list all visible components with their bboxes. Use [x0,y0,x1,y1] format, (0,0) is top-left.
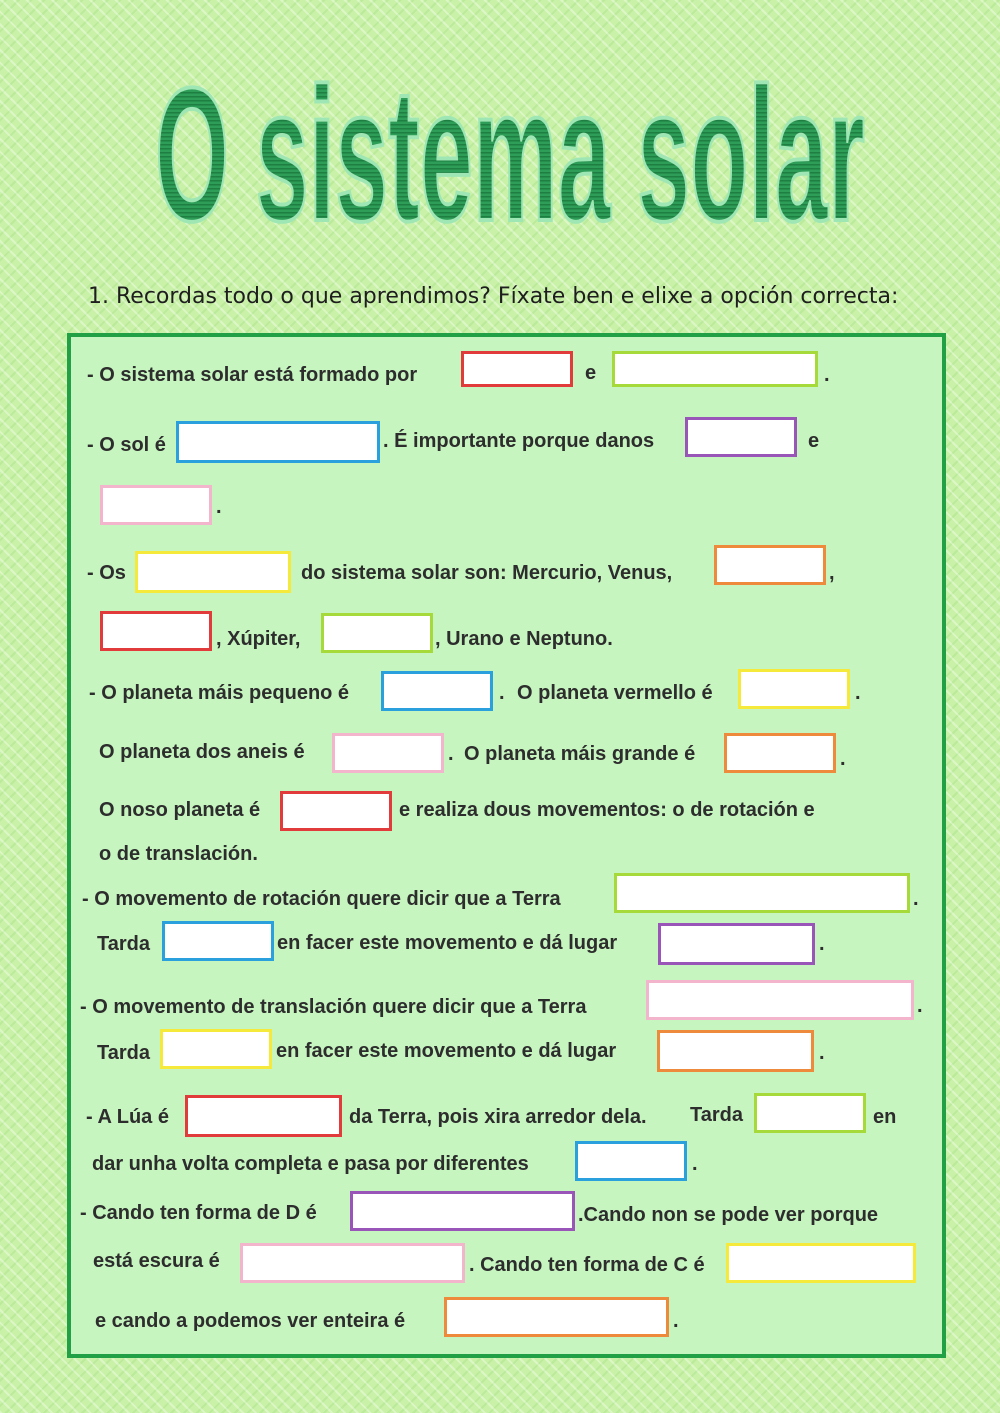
sentence-moon: - A Lúa é [86,1106,169,1128]
answer-box-4[interactable] [685,417,797,457]
sentence-d-shape: - Cando ten forma de D é [80,1202,317,1224]
answer-box-26[interactable] [726,1243,916,1283]
text-tarda: Tarda [690,1104,743,1126]
text-dark-moon: .Cando non se pode ver porque [578,1204,879,1226]
text-movements: e realiza dous movementos: o de rotación e [399,799,815,821]
answer-box-11[interactable] [738,669,850,709]
sentence-translation: - O movemento de translación quere dicir que a Terra [80,996,587,1018]
answer-box-19[interactable] [160,1029,272,1069]
text-period: . [448,743,454,765]
answer-box-13[interactable] [724,733,836,773]
text-uranus-neptune: , Urano e Neptuno. [435,628,613,650]
text-period: . [917,995,923,1017]
sentence-sun: - O sol é [87,434,166,456]
sentence-planets: - Os [87,562,126,584]
text-and: e [808,430,820,452]
text-jupiter: , Xúpiter, [216,628,301,650]
answer-box-5[interactable] [100,485,212,525]
answer-box-10[interactable] [381,671,493,711]
answer-box-15[interactable] [614,873,910,913]
page-title [140,40,880,250]
text-period: . [840,748,846,770]
text-c-shape: . Cando ten forma de C é [469,1254,705,1276]
text-red-planet: O planeta vermello é [517,682,713,704]
text-period: . [499,682,505,704]
answer-box-9[interactable] [321,613,433,653]
text-full-moon: e cando a podemos ver enteira é [95,1310,406,1332]
text-period: . [692,1153,698,1175]
answer-box-14[interactable] [280,791,392,831]
text-rotation-result: en facer este movemento e dá lugar [277,932,618,954]
sentence-rotation: - O movemento de rotación quere dicir que a Terra [82,888,561,910]
text-en: en [873,1106,897,1128]
text-period: . [855,682,861,704]
text-and: e [585,362,597,384]
text-planets-list: do sistema solar son: Mercurio, Venus, [301,562,673,584]
answer-box-3[interactable] [176,421,380,463]
answer-box-6[interactable] [135,551,291,593]
text-period: . [673,1310,679,1332]
answer-box-20[interactable] [657,1030,814,1072]
answer-box-27[interactable] [444,1297,669,1337]
text-tarda: Tarda [97,933,150,955]
answer-box-22[interactable] [754,1093,866,1133]
text-period: . [216,496,222,518]
answer-box-12[interactable] [332,733,444,773]
text-moon-phases: dar unha volta completa e pasa por diferentes [92,1153,529,1175]
answer-box-18[interactable] [646,980,914,1020]
answer-box-23[interactable] [575,1141,687,1181]
answer-box-25[interactable] [240,1243,465,1283]
text-comma: , [829,562,835,584]
sentence-our-planet: O noso planeta é [99,799,261,821]
text-period: . [819,933,825,955]
answer-box-16[interactable] [162,921,274,961]
sentence-ringed-planet: O planeta dos aneis é [99,741,305,763]
answer-box-1[interactable] [461,351,573,387]
sentence-smallest-planet: - O planeta máis pequeno é [89,682,350,704]
text-period: . [819,1042,825,1064]
text-dark: está escura é [93,1250,220,1272]
instruction-text: 1. Recordas todo o que aprendimos? Fíxate ben e elixe a opción correcta: [88,284,899,309]
text-sun-important: . É importante porque danos [383,430,655,452]
answer-box-21[interactable] [185,1095,342,1137]
text-tarda: Tarda [97,1042,150,1064]
answer-box-7[interactable] [714,545,826,585]
text-translation-result: en facer este movemento e dá lugar [276,1040,617,1062]
text-moon-orbits: da Terra, pois xira arredor dela. [349,1106,647,1128]
text-translation: o de translación. [99,843,258,865]
answer-box-8[interactable] [100,611,212,651]
text-period: . [824,364,830,386]
answer-box-17[interactable] [658,923,815,965]
page-title-text: O sistema solar [155,49,865,250]
sentence-solar-system: - O sistema solar está formado por [87,364,418,386]
worksheet-panel [67,333,946,1358]
answer-box-24[interactable] [350,1191,575,1231]
answer-box-2[interactable] [612,351,818,387]
text-period: . [913,888,919,910]
text-biggest-planet: O planeta máis grande é [464,743,696,765]
